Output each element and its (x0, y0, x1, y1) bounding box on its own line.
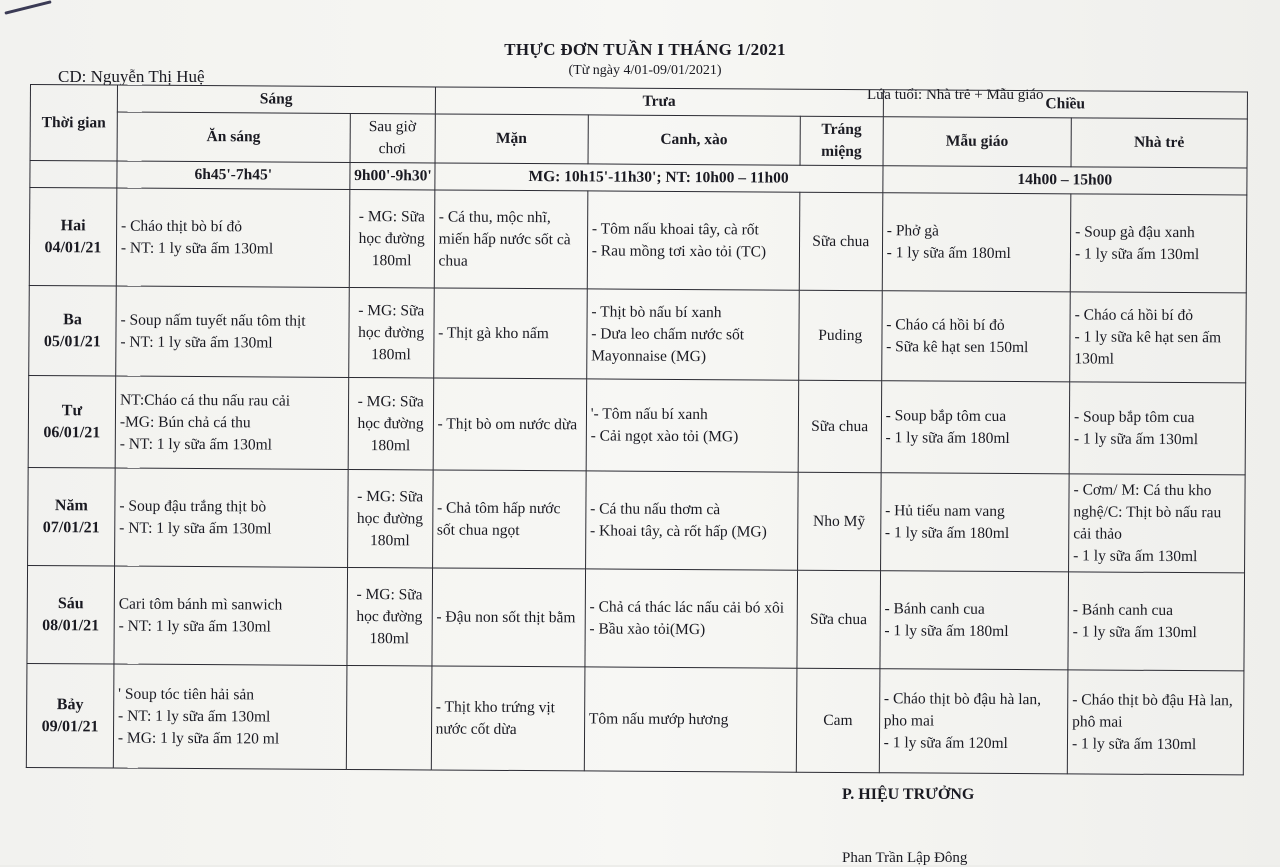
main-dish-cell (434, 190, 588, 289)
day-name: Năm (54, 496, 88, 514)
cell-line: - Cháo thịt bò đậu Hà lan, phô mai (1072, 690, 1237, 731)
header-soup: Canh, xào (588, 115, 800, 165)
header-main-dish: Mặn (435, 114, 588, 164)
day-label (29, 285, 116, 376)
cell-line: -MG: Bún chả cá thu (119, 413, 251, 431)
cell-line: - 1 ly sữa ấm 120ml (883, 733, 1008, 752)
cell-line: - Sữa kê hạt sen 150ml (886, 337, 1029, 356)
cell-line: - NT: 1 ly sữa ấm 130ml (118, 707, 271, 725)
cell-line: - Cháo cá hồi bí đỏ (1074, 305, 1194, 324)
breakfast-cell (116, 286, 349, 377)
day-label (26, 663, 114, 768)
cell-text: - Thịt gà kho nấm (438, 323, 549, 342)
main-dish-cell (432, 470, 586, 569)
breakfast-cell (116, 188, 349, 287)
menu-title: THỰC ĐƠN TUẦN I THÁNG 1/2021 (504, 40, 786, 59)
day-date: 07/01/21 (42, 518, 100, 536)
cell-line: - Chả cá thác lác nấu cải bó xôi (589, 597, 785, 617)
after-play-cell (346, 665, 432, 770)
cell-line: - 1 ly sữa kê hạt sen ấm 130ml (1074, 327, 1225, 368)
dessert-cell (798, 380, 881, 473)
cell-text: - MG: Sữa học đường 180ml (358, 301, 425, 363)
main-dish-cell (432, 568, 586, 667)
main-dish-cell (433, 288, 587, 379)
breakfast-cell (115, 376, 348, 469)
cell-text: - Cá thu, mộc nhĩ, miến hấp nước sốt cà chua (438, 207, 571, 270)
nursery-cell (1069, 474, 1246, 573)
cell-line: - Soup bắp tôm cua (885, 406, 1007, 425)
cell-line: - 1 ly sữa ấm 180ml (886, 243, 1011, 262)
cell-text: - Đậu non sốt thịt bằm (436, 607, 576, 626)
day-rows (26, 188, 1247, 775)
cell-text: Cam (823, 711, 853, 729)
cell-line: - Bánh canh cua (1072, 600, 1174, 619)
cell-line: - Dưa leo chấm nước sốt Mayonnaise (MG) (591, 324, 748, 365)
day-row (28, 375, 1246, 474)
nursery-cell (1068, 572, 1245, 671)
header-breakfast: Ăn sáng (117, 112, 350, 162)
day-row (27, 565, 1245, 670)
cell-line: - 1 ly sữa ấm 130ml (1071, 734, 1197, 753)
cell-text: - MG: Sữa học đường 180ml (358, 207, 425, 269)
cell-line: - Cơm/ M: Cá thu kho nghệ/C: Thịt bò nấu rau cải thảo (1073, 480, 1226, 543)
cell-line: - Cháo thịt bò đậu hà lan, pho mai (883, 689, 1046, 730)
day-row (28, 467, 1246, 572)
kindergarten-cell (880, 473, 1069, 572)
day-label (27, 565, 115, 664)
nursery-cell (1070, 292, 1247, 383)
principal-title: P. HIỆU TRƯỞNG (842, 786, 975, 803)
cell-text: Sữa chua (811, 417, 869, 435)
after-play-cell (348, 377, 433, 470)
after-play-cell (347, 567, 432, 666)
cell-line: - 1 ly sữa ấm 180ml (884, 621, 1009, 640)
cell-line: - Bánh canh cua (884, 599, 985, 618)
day-date: 06/01/21 (43, 423, 101, 441)
day-date: 08/01/21 (42, 616, 100, 634)
header-afternoon: Chiều (883, 90, 1247, 119)
dessert-cell (799, 290, 882, 381)
day-row (29, 285, 1247, 382)
cell-line: - 1 ly sữa ấm 130ml (1074, 244, 1200, 263)
cell-text: - MG: Sữa học đường 180ml (356, 487, 424, 549)
header-noon: Trưa (435, 87, 883, 117)
day-label (28, 375, 115, 468)
cell-text: - MG: Sữa học đường 180ml (356, 585, 423, 647)
time-after-play: 9h00'-9h30' (350, 162, 435, 190)
cell-line: - Phở gà (886, 221, 939, 240)
day-name: Hai (60, 216, 86, 234)
breakfast-cell (114, 566, 347, 665)
kindergarten-cell (879, 669, 1068, 774)
day-row (26, 663, 1244, 774)
breakfast-cell (114, 468, 347, 567)
cell-line: NT:Cháo cá thu nấu rau cải (119, 391, 291, 410)
cell-line: - Hủ tiếu nam vang (885, 501, 1005, 520)
soup-cell (585, 471, 798, 570)
dessert-cell (796, 668, 879, 773)
cell-line: - NT: 1 ly sữa ấm 130ml (119, 435, 273, 453)
soup-cell (584, 667, 797, 772)
cell-line: Cari tôm bánh mì sanwich (118, 595, 283, 614)
header-time: Thời gian (30, 85, 117, 162)
cell-text: - Thịt bò om nước dừa (437, 414, 578, 433)
nursery-cell (1070, 194, 1247, 293)
cell-line: '- Tôm nấu bí xanh (590, 404, 708, 423)
day-date: 05/01/21 (43, 332, 101, 350)
cell-line: - Thịt bò nấu bí xanh (591, 302, 722, 321)
cell-line: - Soup gà đậu xanh (1075, 222, 1195, 241)
day-date: 04/01/21 (44, 238, 102, 256)
cell-line: - Soup đậu trắng thịt bò (119, 497, 267, 515)
header-after-play: Sau giờ chơi (350, 113, 435, 163)
soup-cell (586, 289, 799, 380)
cell-line: - NT: 1 ly sữa ấm 130ml (119, 519, 272, 537)
kindergarten-cell (882, 193, 1071, 292)
cell-text: - Chả tôm hấp nước sốt chua ngọt (436, 498, 561, 539)
cell-line: - Rau mồng tơi xào tỏi (TC) (591, 241, 767, 260)
cell-text: Sữa chua (812, 232, 870, 250)
cell-line: - 1 ly sữa ấm 180ml (885, 428, 1010, 447)
weekly-menu-table (26, 84, 1248, 775)
cell-line: - 1 ly sữa ấm 130ml (1073, 429, 1199, 448)
cell-text: Nho Mỹ (813, 512, 866, 530)
after-play-cell (348, 287, 433, 378)
dessert-cell (797, 570, 880, 669)
header-nursery: Nhà trẻ (1071, 118, 1247, 168)
day-name: Tư (61, 401, 83, 419)
day-date: 09/01/21 (41, 717, 99, 735)
cell-line: - Tôm nấu khoai tây, cà rốt (591, 219, 759, 238)
kindergarten-cell (880, 571, 1069, 670)
cell-text: Sữa chua (809, 610, 868, 628)
cell-line: - Cải ngọt xào tỏi (MG) (590, 426, 739, 445)
cell-line: - Cháo cá hồi bí đỏ (886, 315, 1005, 334)
soup-cell (585, 569, 798, 668)
cell-line: - Cháo thịt bò bí đỏ (121, 217, 243, 235)
main-dish-cell (431, 666, 585, 771)
time-row-blank (30, 161, 117, 189)
day-label (29, 188, 117, 287)
cell-line: - 1 ly sữa ấm 180ml (884, 523, 1010, 542)
soup-cell (587, 191, 800, 290)
cell-line: - Soup nấm tuyết nấu tôm thịt (120, 311, 306, 330)
cell-line: - NT: 1 ly sữa ấm 130ml (120, 333, 273, 351)
dessert-cell (799, 192, 882, 291)
cell-text: - MG: Sữa học đường 180ml (357, 392, 424, 454)
cell-text: Puding (818, 326, 863, 344)
cell-line: - Khoai tây, cà rốt hấp (MG) (589, 521, 767, 541)
time-breakfast: 6h45'-7h45' (117, 161, 350, 189)
kindergarten-cell (881, 381, 1070, 474)
breakfast-cell (113, 664, 346, 769)
header-row-2 (30, 112, 1247, 168)
after-play-cell (347, 469, 432, 568)
cell-line: - Cá thu nấu thơm cà (590, 499, 721, 518)
principal-name: Phan Trần Lập Đông (842, 850, 968, 866)
age-group: Lứa tuổi: Nhà trẻ + Mẫu giáo (867, 87, 1044, 103)
cell-line: - Soup bắp tôm cua (1073, 407, 1195, 426)
cell-text: - Thịt kho trứng vịt nước cốt dừa (435, 697, 556, 738)
cell-line: - 1 ly sữa ấm 130ml (1073, 546, 1198, 565)
menu-date-range: (Từ ngày 4/01-09/01/2021) (568, 63, 722, 78)
day-row (29, 188, 1247, 293)
day-label (28, 467, 116, 566)
time-noon: MG: 10h15'-11h30'; NT: 10h00 – 11h00 (434, 163, 882, 193)
kindergarten-cell (881, 291, 1070, 382)
header-kindergarten: Mẫu giáo (883, 117, 1072, 167)
soup-cell (586, 379, 799, 472)
cell-line: - Bầu xào tỏi(MG) (589, 619, 706, 638)
after-play-cell (349, 189, 434, 288)
cell-line: Tôm nấu mướp hương (588, 709, 729, 728)
time-afternoon: 14h00 – 15h00 (883, 166, 1247, 195)
supervisor-name: CD: Nguyễn Thị Huệ (58, 67, 205, 86)
cell-line: - MG: 1 ly sữa ấm 120 ml (117, 729, 280, 748)
header-morning: Sáng (117, 85, 435, 114)
dessert-cell (797, 472, 880, 571)
day-name: Sáu (57, 594, 84, 612)
cell-line: - NT: 1 ly sữa ấm 130ml (118, 617, 271, 635)
main-dish-cell (433, 378, 587, 471)
cell-line: - 1 ly sữa ấm 130ml (1072, 622, 1197, 641)
day-name: Ba (63, 310, 82, 328)
day-name: Bảy (56, 695, 84, 713)
nursery-cell (1069, 382, 1246, 475)
header-dessert: Tráng miệng (800, 116, 883, 166)
nursery-cell (1067, 670, 1244, 775)
cell-line: ' Soup tóc tiên hải sản (118, 685, 255, 703)
cell-line: - NT: 1 ly sữa ấm 130ml (120, 239, 274, 257)
